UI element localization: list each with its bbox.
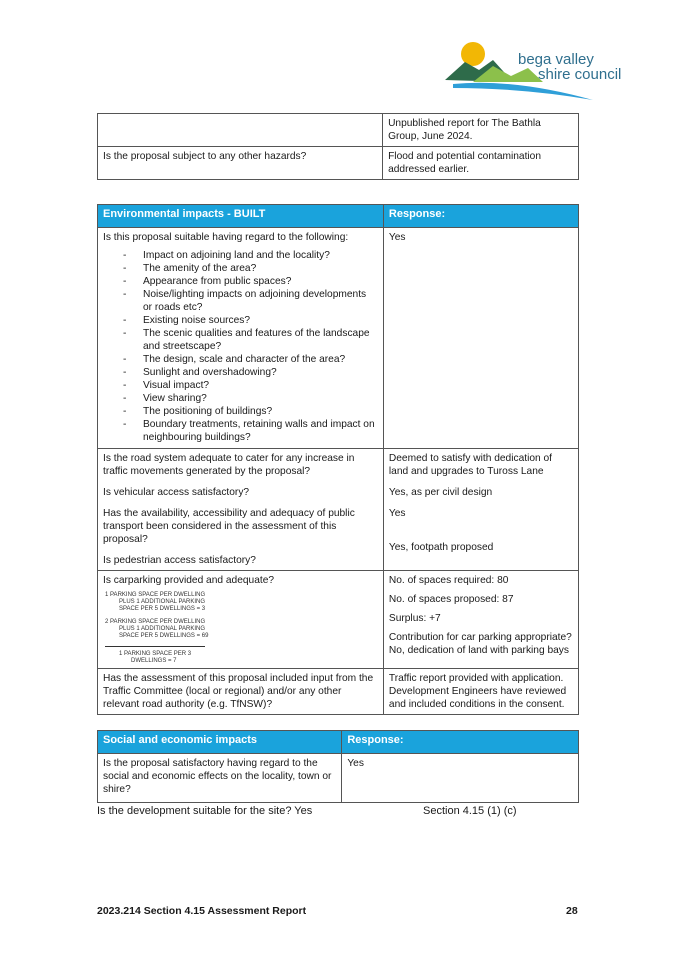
list-item: - View sharing? (103, 392, 378, 405)
table-row (98, 228, 579, 449)
section-reference: Section 4.15 (1) (c) (423, 805, 517, 817)
built-suitability-response: Yes (383, 228, 578, 449)
table-row (98, 114, 579, 147)
parking-note-line: 1 PARKING SPACE PER DWELLING (105, 592, 206, 598)
hazards-cell-right: Unpublished report for The Bathla Group, June 2024. (383, 114, 579, 147)
hazards-table (97, 113, 579, 180)
parking-note-line: 2 PARKING SPACE PER DWELLING (105, 619, 206, 625)
carparking-responses-cell (383, 571, 578, 669)
parking-surplus: Surplus: +7 (388, 613, 441, 624)
list-item: - Noise/lighting impacts on adjoining developments or roads etc? (103, 288, 378, 314)
parking-note-line: DWELLINGS = 7 (131, 658, 177, 664)
table-header-row (98, 731, 579, 754)
logo-wordmark (518, 52, 621, 82)
vehicular-access-response: Yes, as per civil design (388, 487, 493, 498)
carparking-cell (98, 571, 384, 669)
built-header-left: Environmental impacts - BUILT (98, 205, 384, 228)
spaces-proposed: No. of spaces proposed: 87 (388, 594, 514, 605)
built-header-right: Response: (383, 205, 578, 228)
hazards-question: Is the proposal subject to any other hazards? (98, 147, 383, 180)
traffic-committee-question: Has the assessment of this proposal included input from the Traffic Committee (local or regional) and/or any other relevant road authority (e.g. TfNSW)? (98, 669, 384, 715)
list-item: - Impact on adjoining land and the locality? (103, 249, 378, 262)
parking-note-line: 1 PARKING SPACE PER 3 (119, 651, 192, 657)
traffic-questions-cell (98, 449, 384, 571)
table-row (98, 754, 579, 803)
parking-note-line: SPACE PER 5 DWELLINGS = 69 (119, 633, 209, 639)
carparking-question: Is carparking provided and adequate? (103, 575, 275, 586)
table-row (98, 669, 579, 715)
social-response: Yes (342, 754, 579, 803)
list-item: - The scenic qualities and features of the landscape and streetscape? (103, 327, 378, 353)
list-item: - Appearance from public spaces? (103, 275, 378, 288)
social-header-right: Response: (342, 731, 579, 754)
site-suitability-statement: Is the development suitable for the site? Yes (97, 805, 313, 817)
logo-line2: shire council (538, 66, 622, 83)
parking-note-line: PLUS 1 ADDITIONAL PARKING (119, 626, 206, 632)
list-item: - The amenity of the area? (103, 262, 378, 275)
public-transport-question: Has the availability, accessibility and adequacy of public transport been considered in the assessment of this proposal? (103, 508, 355, 545)
built-suitability-cell (98, 228, 384, 449)
pedestrian-access-question: Is pedestrian access satisfactory? (103, 555, 256, 566)
footer-title: 2023.214 Section 4.15 Assessment Report (97, 905, 307, 917)
list-item: - The design, scale and character of the area? (103, 353, 378, 366)
public-transport-response: Yes (388, 508, 406, 519)
traffic-committee-response: Traffic report provided with application. Development Engineers have reviewed and included conditions in the consent. (383, 669, 578, 715)
hazards-cell-left (98, 114, 383, 147)
spaces-required: No. of spaces required: 80 (388, 575, 509, 586)
road-system-question: Is the road system adequate to cater for any increase in traffic movements generated by the proposal? (103, 453, 355, 477)
social-header-left: Social and economic impacts (98, 731, 342, 754)
vehicular-access-question: Is vehicular access satisfactory? (103, 487, 250, 498)
parking-note-divider (105, 646, 205, 647)
page-number: 28 (566, 905, 578, 917)
table-row (98, 147, 579, 180)
built-impacts-table (97, 204, 579, 715)
list-item: - The positioning of buildings? (103, 405, 378, 418)
list-item: - Boundary treatments, retaining walls and impact on neighbouring buildings? (103, 418, 378, 444)
social-economic-table (97, 730, 579, 803)
pedestrian-access-response: Yes, footpath proposed (388, 542, 494, 553)
table-row (98, 449, 579, 571)
built-suitability-question: Is this proposal suitable having regard to the following: (103, 232, 349, 243)
parking-calculation-note (103, 592, 378, 665)
parking-note-line: PLUS 1 ADDITIONAL PARKING (119, 599, 206, 605)
parking-note-line: SPACE PER 5 DWELLINGS = 3 (119, 606, 206, 612)
built-bullet-list (103, 249, 378, 444)
social-question: Is the proposal satisfactory having regard to the social and economic effects on the locality, town or shire? (98, 754, 342, 803)
table-row (98, 571, 579, 669)
logo-water (453, 83, 593, 100)
traffic-responses-cell (383, 449, 578, 571)
parking-contribution: Contribution for car parking appropriate? No, dedication of land with parking bays (388, 632, 572, 656)
table-header-row (98, 205, 579, 228)
hazards-response: Flood and potential contamination addressed earlier. (383, 147, 579, 180)
logo-line1: bega valley (518, 51, 594, 68)
list-item: - Visual impact? (103, 379, 378, 392)
list-item: - Sunlight and overshadowing? (103, 366, 378, 379)
road-system-response: Deemed to satisfy with dedication of land and upgrades to Tuross Lane (388, 453, 552, 477)
list-item: - Existing noise sources? (103, 314, 378, 327)
